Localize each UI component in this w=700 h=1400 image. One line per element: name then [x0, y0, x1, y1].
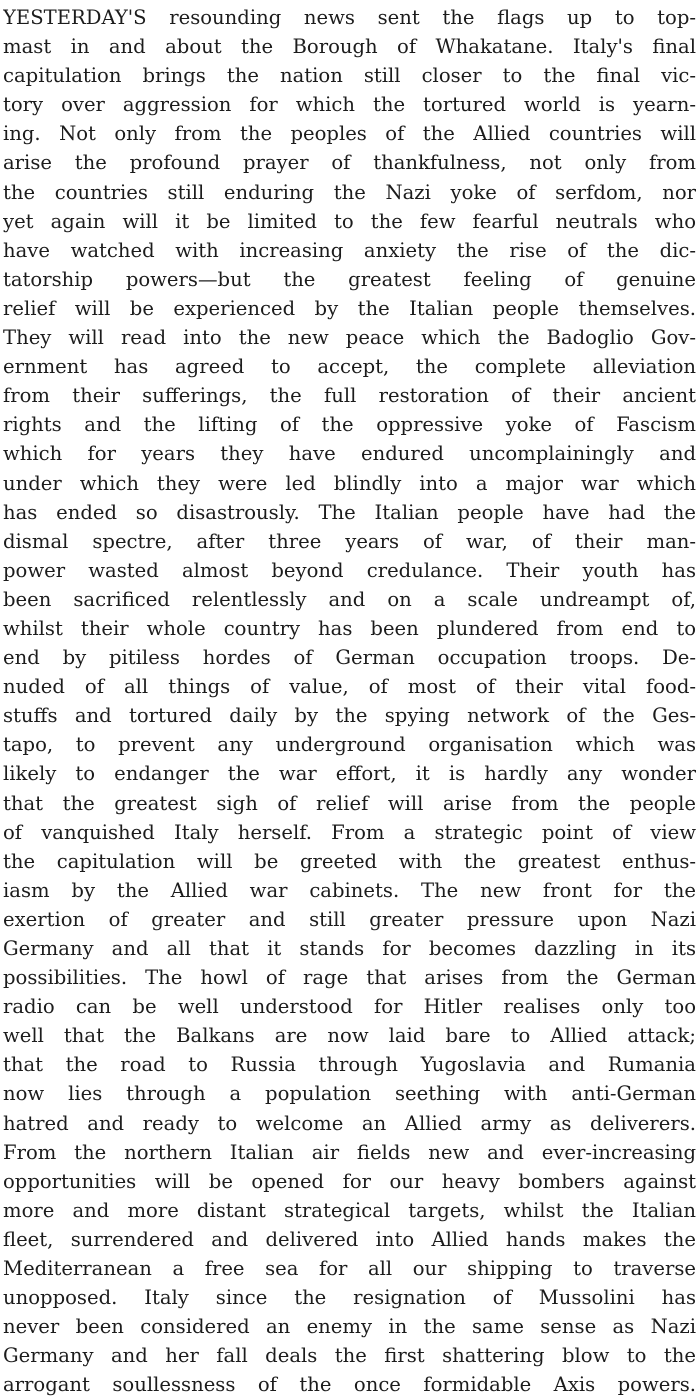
- article-line: tapo, to prevent any underground organisation which was: [3, 733, 696, 757]
- article-line: mast in and about the Borough of Whakatane. Italy's final: [3, 35, 696, 59]
- article-line: under which they were led blindly into a major war which: [3, 471, 696, 495]
- article-line: nuded of all things of value, of most of their vital food-: [3, 675, 696, 699]
- article-line: likely to endanger the war effort, it is hardly any wonder: [3, 762, 696, 786]
- article-line: has ended so disastrously. The Italian people have had the: [3, 500, 696, 524]
- article-line: the countries still enduring the Nazi yoke of serfdom, nor: [3, 180, 696, 204]
- article-line: relief will be experienced by the Italian people themselves.: [3, 296, 696, 320]
- article-line: from their sufferings, the full restoration of their ancient: [3, 384, 696, 408]
- article-line: iasm by the Allied war cabinets. The new front for the: [3, 878, 696, 902]
- article-line: never been considered an enemy in the same sense as Nazi: [3, 1315, 696, 1339]
- article-line: tatorship powers—but the greatest feeling of genuine: [3, 267, 696, 291]
- article-line: been sacrificed relentlessly and on a scale undreampt of,: [3, 587, 696, 611]
- article-line: stuffs and tortured daily by the spying network of the Ges-: [3, 704, 696, 728]
- article-line: the capitulation will be greeted with the greatest enthus-: [3, 849, 696, 873]
- article-line: well that the Balkans are now laid bare to Allied attack;: [3, 1024, 696, 1048]
- article-line: opportunities will be opened for our heavy bombers against: [3, 1169, 696, 1193]
- article-line: Germany and her fall deals the first shattering blow to the: [3, 1344, 696, 1368]
- article-line: exertion of greater and still greater pressure upon Nazi: [3, 907, 696, 931]
- article-line: yet again will it be limited to the few fearful neutrals who: [3, 209, 696, 233]
- article-line: Germany and all that it stands for becomes dazzling in its: [3, 937, 696, 960]
- article-line: capitulation brings the nation still closer to the final vic-: [3, 64, 696, 88]
- article-line: end by pitiless hordes of German occupation troops. De-: [3, 646, 696, 670]
- article-line: tory over aggression for which the tortured world is yearn-: [3, 93, 696, 117]
- article-line: ing. Not only from the peoples of the Allied countries will: [3, 122, 696, 146]
- article-line: arise the profound prayer of thankfulness, not only from: [3, 151, 696, 175]
- article-line: whilst their whole country has been plundered from end to: [3, 616, 696, 640]
- article-line: more and more distant strategical targets, whilst the Italian: [3, 1198, 696, 1222]
- article-line: rights and the lifting of the oppressive yoke of Fascism: [3, 413, 696, 437]
- article-line: possibilities. The howl of rage that arises from the German: [3, 966, 696, 990]
- article-line: dismal spectre, after three years of war, of their man-: [3, 529, 696, 553]
- article-line: which for years they have endured uncomplainingly and: [3, 442, 696, 466]
- article-line: YESTERDAY'S resounding news sent the flags up to top-: [3, 6, 696, 29]
- article-line: Mediterranean a free sea for all our shipping to traverse: [3, 1257, 696, 1281]
- article-line: From the northern Italian air fields new and ever-increasing: [3, 1140, 696, 1164]
- article-line: that the road to Russia through Yugoslavia and Rumania: [3, 1053, 696, 1077]
- article-line: now lies through a population seething with anti-German: [3, 1082, 696, 1106]
- article-line: arrogant soullessness of the once formidable Axis powers.: [3, 1373, 696, 1397]
- article-line: fleet, surrendered and delivered into Allied hands makes the: [3, 1227, 696, 1251]
- article-line: ernment has agreed to accept, the complete alleviation: [3, 355, 696, 379]
- article-line: They will read into the new peace which the Badoglio Gov-: [3, 326, 696, 350]
- article-line: that the greatest sigh of relief will arise from the people: [3, 791, 696, 815]
- article-line: unopposed. Italy since the resignation of Mussolini has: [3, 1286, 696, 1310]
- article-line: power wasted almost beyond credulance. Their youth has: [3, 558, 696, 582]
- article-line: radio can be well understood for Hitler realises only too: [3, 995, 696, 1019]
- article-line: hatred and ready to welcome an Allied army as deliverers.: [3, 1111, 696, 1135]
- article-line: of vanquished Italy herself. From a strategic point of view: [3, 820, 696, 844]
- article-line: have watched with increasing anxiety the rise of the dic-: [3, 238, 696, 262]
